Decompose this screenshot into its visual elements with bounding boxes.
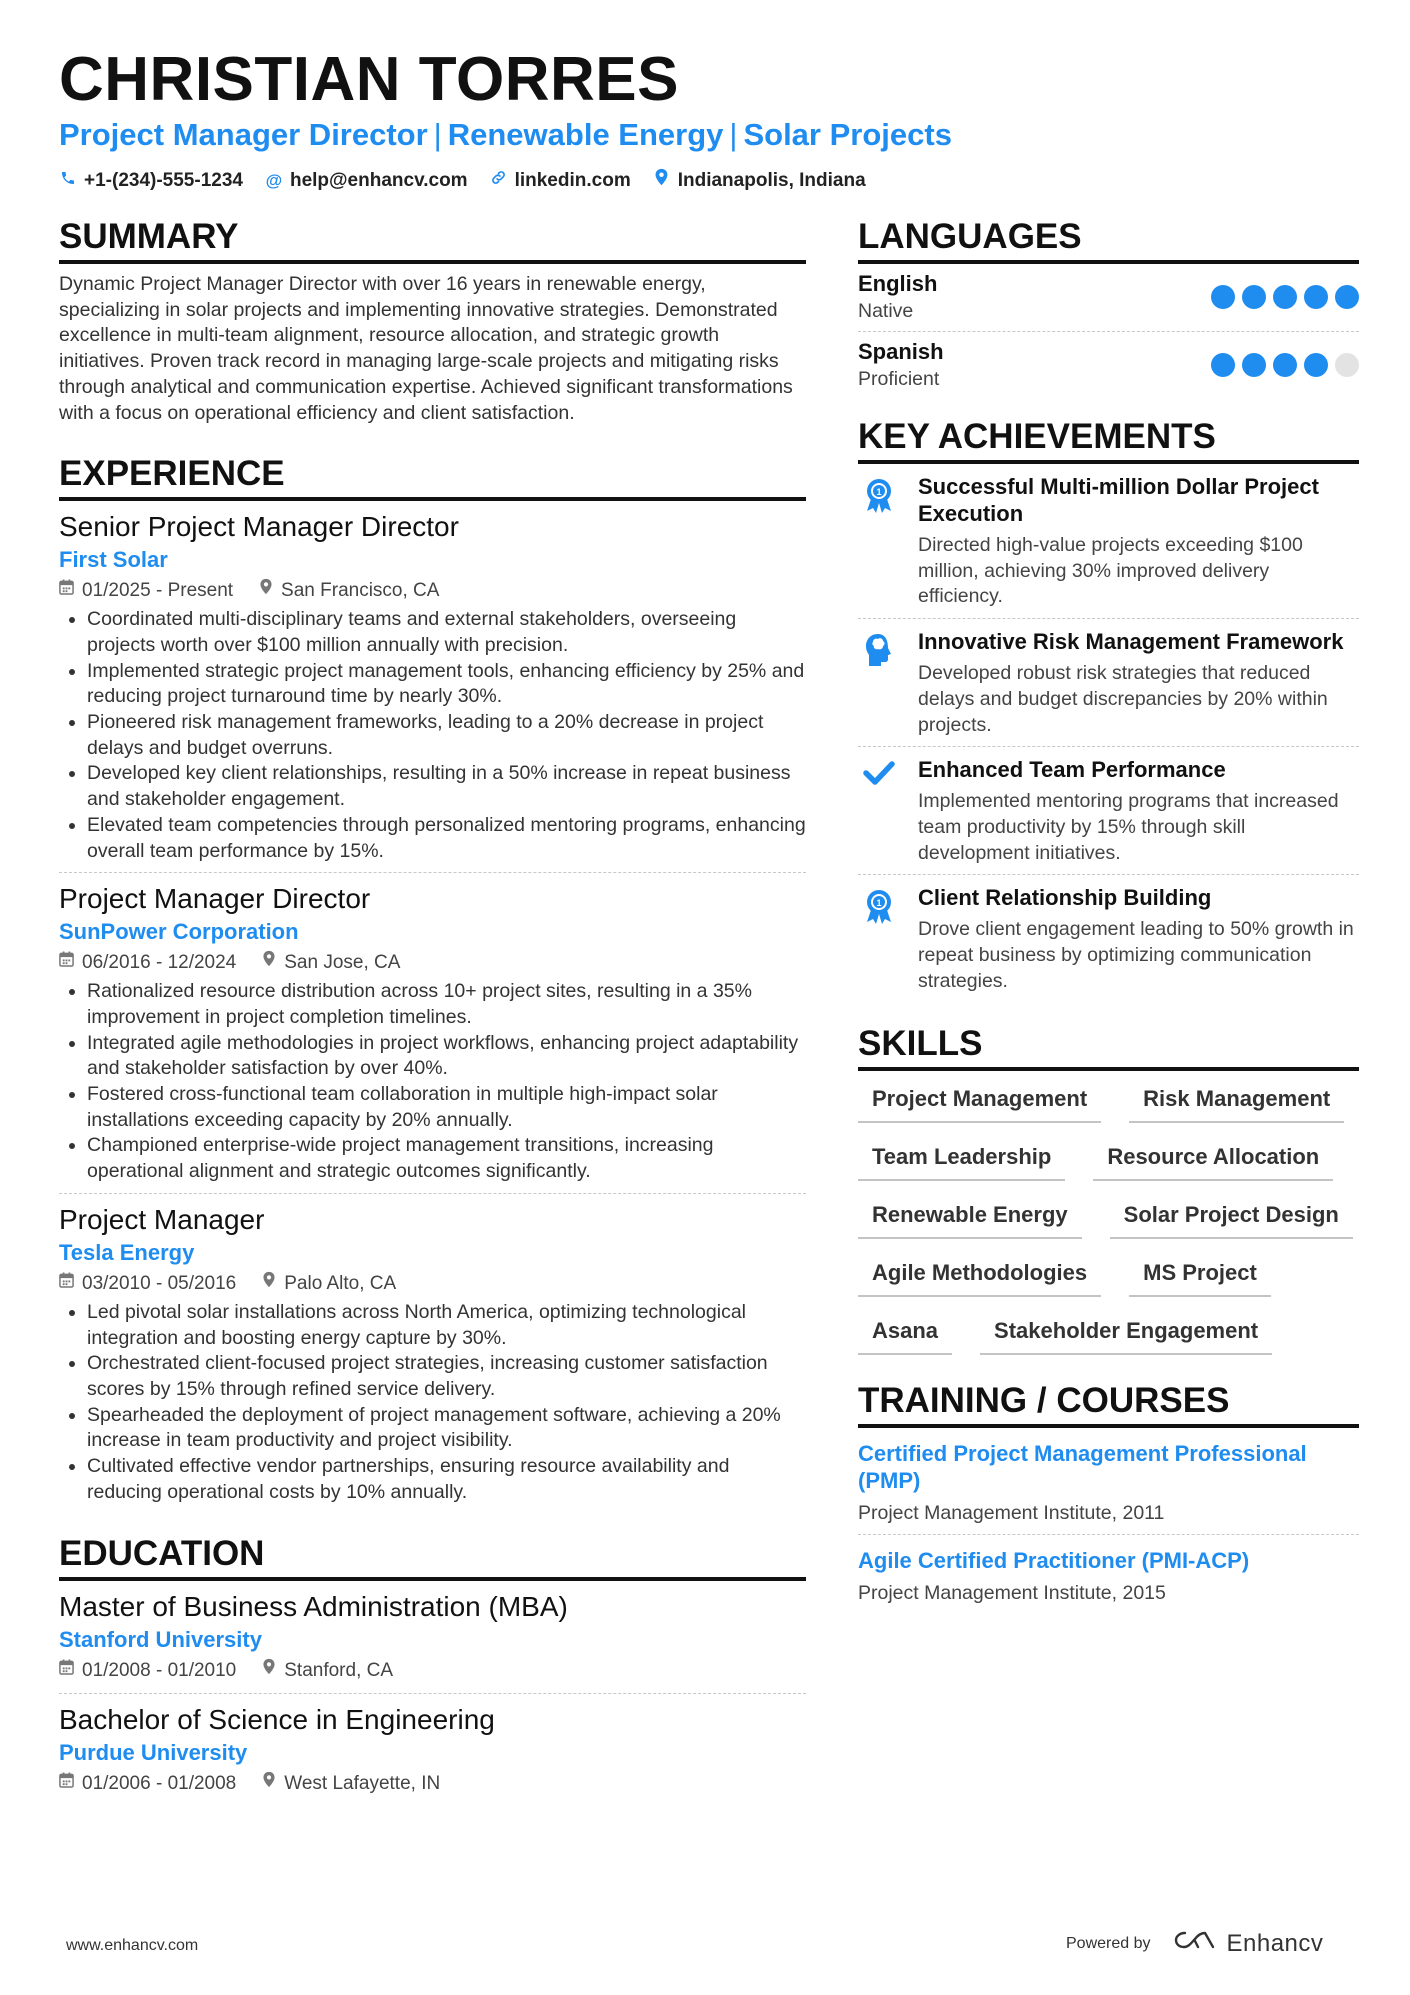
location-text: Indianapolis, Indiana	[677, 170, 866, 191]
course-meta: Project Management Institute, 2011	[858, 1502, 1165, 1525]
achievement-title: Enhanced Team Performance	[918, 757, 1226, 783]
rating-dot	[1304, 285, 1328, 309]
email-text: help@enhancv.com	[289, 170, 468, 191]
languages-heading: LANGUAGES	[858, 215, 1359, 264]
phone-icon	[59, 168, 77, 194]
skill-tag: Risk Management	[1129, 1085, 1344, 1123]
job-bullet: • Spearheaded the deployment of project management software, achieving a 20% increase in team productivity and project visibility.	[87, 1403, 806, 1454]
contact-email[interactable]	[265, 168, 468, 194]
job-entry	[59, 873, 806, 1194]
job-dates-text: 06/2016 - 12/2024	[82, 952, 237, 974]
calendar-icon	[59, 1270, 74, 1298]
job-bullet: • Coordinated multi-disciplinary teams and external stakeholders, overseeing projects worth over $100 million annually with precision.	[87, 607, 806, 658]
company-name: First Solar	[59, 547, 168, 573]
linkedin-text: linkedin.com	[514, 170, 631, 191]
job-meta	[59, 1270, 806, 1298]
experience-section	[59, 452, 806, 1513]
location-pin-icon	[653, 168, 671, 194]
job-bullet: • Fostered cross-functional team collaboration in multiple high-impact solar installations exceeding capacity by 20% annually.	[87, 1082, 806, 1133]
location-pin-icon	[262, 1657, 276, 1685]
rating-dot	[1211, 285, 1235, 309]
award-ribbon-icon	[858, 473, 900, 610]
language-name: Spanish	[858, 339, 944, 364]
achievements-heading: KEY ACHIEVEMENTS	[858, 415, 1359, 464]
education-heading: EDUCATION	[59, 1532, 806, 1581]
at-sign-icon: @	[265, 171, 283, 190]
job-title: Project Manager Director	[59, 883, 371, 915]
job-location-text: Palo Alto, CA	[284, 1272, 397, 1294]
svg-text:1: 1	[876, 487, 882, 497]
calendar-icon	[59, 949, 74, 977]
skill-tag: Solar Project Design	[1110, 1201, 1353, 1239]
brain-head-icon	[858, 628, 900, 738]
education-dates	[59, 1657, 236, 1685]
rating-dot	[1242, 353, 1266, 377]
job-dates-text: 03/2010 - 05/2016	[82, 1272, 237, 1294]
rating-dot	[1335, 353, 1359, 377]
company-name: SunPower Corporation	[59, 919, 299, 945]
job-bullet: • Pioneered risk management frameworks, leading to a 20% decrease in project delays and budget overruns.	[87, 710, 806, 761]
job-bullet: • Championed enterprise-wide project management transitions, increasing operational alignment and strategic outcomes significantly.	[87, 1133, 806, 1184]
job-bullet: • Developed key client relationships, resulting in a 50% increase in repeat business and stakeholder engagement.	[87, 761, 806, 812]
language-level: Native	[858, 300, 914, 322]
summary-heading: SUMMARY	[59, 215, 806, 264]
location-pin-icon	[259, 577, 273, 605]
skills-heading: SKILLS	[858, 1022, 1359, 1071]
achievement-item	[858, 875, 1359, 1002]
link-icon	[490, 168, 508, 194]
right-column	[858, 215, 1359, 1614]
headline	[59, 115, 952, 155]
job-bullets	[59, 979, 806, 1185]
achievements-section	[858, 415, 1359, 1002]
skills-list	[858, 1085, 1359, 1355]
course-title: Agile Certified Practitioner (PMI-ACP)	[858, 1548, 1250, 1574]
headline-role: Project Manager Director	[59, 117, 428, 152]
skills-section	[858, 1022, 1359, 1355]
job-title: Senior Project Manager Director	[59, 511, 459, 543]
job-dates	[59, 577, 233, 605]
education-dates-text: 01/2006 - 01/2008	[82, 1772, 237, 1794]
training-section	[858, 1379, 1359, 1614]
education-location	[262, 1770, 440, 1798]
powered-by-text: Powered by	[1066, 1934, 1151, 1952]
language-item	[858, 264, 1359, 332]
skill-tag: MS Project	[1129, 1259, 1271, 1297]
job-bullet: • Led pivotal solar installations across North America, optimizing technological integration and boosting energy capture by 30%.	[87, 1300, 806, 1351]
education-location	[262, 1657, 393, 1685]
course-item	[858, 1535, 1359, 1614]
achievement-desc: Drove client engagement leading to 50% growth in repeat business by optimizing communication strategies.	[918, 918, 1354, 992]
enhancv-logo-text: Enhancv	[1226, 1929, 1324, 1957]
education-dates-text: 01/2008 - 01/2010	[82, 1659, 237, 1681]
achievement-title: Client Relationship Building	[918, 885, 1212, 911]
education-meta	[59, 1657, 806, 1685]
footer-branding	[1066, 1929, 1323, 1958]
achievement-item	[858, 747, 1359, 875]
job-meta	[59, 949, 806, 977]
job-bullets	[59, 607, 806, 864]
experience-heading: EXPERIENCE	[59, 452, 806, 501]
enhancv-logo[interactable]	[1173, 1929, 1324, 1958]
education-meta	[59, 1770, 806, 1798]
contact-linkedin[interactable]	[490, 168, 631, 194]
rating-dot	[1273, 285, 1297, 309]
job-bullet: • Cultivated effective vendor partnerships, ensuring resource availability and reducing operational costs by 10% annually.	[87, 1454, 806, 1505]
skill-tag: Resource Allocation	[1093, 1143, 1333, 1181]
education-location-text: West Lafayette, IN	[284, 1772, 441, 1794]
contact-phone[interactable]	[59, 168, 243, 194]
enhancv-logo-icon	[1173, 1929, 1217, 1958]
achievement-desc: Implemented mentoring programs that increased team productivity by 15% through skill development initiatives.	[918, 790, 1339, 864]
achievement-item	[858, 464, 1359, 619]
course-meta: Project Management Institute, 2015	[858, 1582, 1166, 1605]
achievement-title: Successful Multi-million Dollar Project Execution	[918, 474, 1319, 526]
job-bullet: • Orchestrated client-focused project strategies, increasing customer satisfaction scores by 15% through refined service delivery.	[87, 1351, 806, 1402]
rating-dot	[1304, 353, 1328, 377]
achievement-item	[858, 619, 1359, 747]
summary-text: Dynamic Project Manager Director with over 16 years in renewable energy, specializing in solar projects and implementing innovative strategies. Demonstrated excellence in multi-team alignment, resource allocation, and strategic growth initiatives. Proven track record in managing large-scale projects and mitigating risks through analytical and communication expertise. Achieved significant transformations with a focus on operational efficiency and client satisfaction.	[59, 273, 793, 424]
phone-text: +1-(234)-555-1234	[84, 170, 243, 191]
headline-industry: Renewable Energy	[447, 117, 724, 152]
headline-separator: |	[433, 117, 442, 152]
checkmark-icon	[858, 756, 900, 866]
candidate-name: CHRISTIAN TORRES	[59, 45, 680, 114]
job-entry	[59, 1194, 806, 1514]
languages-section	[858, 215, 1359, 399]
calendar-icon	[59, 1657, 74, 1685]
course-title: Certified Project Management Professional (PMP)	[858, 1441, 1307, 1494]
calendar-icon	[59, 1770, 74, 1798]
education-entry	[59, 1581, 806, 1694]
education-section	[59, 1532, 806, 1806]
skill-tag: Agile Methodologies	[858, 1259, 1101, 1297]
course-item	[858, 1428, 1359, 1535]
job-dates	[59, 1270, 236, 1298]
school-name: Stanford University	[59, 1626, 262, 1652]
education-dates	[59, 1770, 236, 1798]
award-ribbon-icon	[858, 884, 900, 994]
language-name: English	[858, 271, 938, 296]
job-bullets	[59, 1300, 806, 1506]
rating-dot	[1242, 285, 1266, 309]
footer-website[interactable]: www.enhancv.com	[66, 1937, 199, 1954]
rating-dot	[1335, 285, 1359, 309]
language-rating	[1211, 353, 1359, 377]
left-column	[59, 215, 806, 1806]
job-location	[262, 1270, 396, 1298]
job-bullet: • Elevated team competencies through personalized mentoring programs, enhancing overall team performance by 15%.	[87, 813, 806, 864]
skill-tag: Renewable Energy	[858, 1201, 1082, 1239]
location-pin-icon	[262, 1270, 276, 1298]
skill-tag: Team Leadership	[858, 1143, 1065, 1181]
svg-text:1: 1	[876, 898, 882, 909]
education-location-text: Stanford, CA	[284, 1659, 394, 1681]
achievement-desc: Developed robust risk strategies that reduced delays and budget discrepancies by 20% within projects.	[918, 662, 1328, 736]
language-level: Proficient	[858, 368, 940, 390]
job-meta	[59, 577, 806, 605]
location-pin-icon	[262, 1770, 276, 1798]
job-dates	[59, 949, 236, 977]
contact-location	[653, 168, 866, 194]
skill-tag: Project Management	[858, 1085, 1101, 1123]
job-entry	[59, 501, 806, 873]
job-location	[262, 949, 400, 977]
job-bullet: • Implemented strategic project management tools, enhancing efficiency by 25% and reducing project turnaround time by nearly 30%.	[87, 659, 806, 710]
job-title: Project Manager	[59, 1203, 265, 1235]
contact-bar	[59, 168, 866, 194]
location-pin-icon	[262, 949, 276, 977]
skill-tag: Asana	[858, 1317, 952, 1355]
headline-separator: |	[729, 117, 738, 152]
job-bullet: • Integrated agile methodologies in project workflows, enhancing project adaptability and stakeholder satisfaction by over 40%.	[87, 1031, 806, 1082]
job-location-text: San Jose, CA	[284, 952, 401, 974]
job-bullet: • Rationalized resource distribution across 10+ project sites, resulting in a 35% improvement in project completion timelines.	[87, 979, 806, 1030]
skill-tag: Stakeholder Engagement	[980, 1317, 1272, 1355]
company-name: Tesla Energy	[59, 1239, 195, 1265]
headline-focus: Solar Projects	[743, 117, 952, 152]
language-item	[858, 332, 1359, 399]
education-entry	[59, 1694, 806, 1806]
degree-title: Bachelor of Science in Engineering	[59, 1703, 495, 1735]
rating-dot	[1211, 353, 1235, 377]
achievement-title: Innovative Risk Management Framework	[918, 629, 1344, 655]
job-location-text: San Francisco, CA	[281, 580, 440, 602]
rating-dot	[1273, 353, 1297, 377]
summary-section	[59, 215, 806, 426]
job-location	[259, 577, 439, 605]
training-heading: TRAINING / COURSES	[858, 1379, 1359, 1428]
calendar-icon	[59, 577, 74, 605]
language-rating	[1211, 285, 1359, 309]
degree-title: Master of Business Administration (MBA)	[59, 1590, 568, 1622]
achievement-desc: Directed high-value projects exceeding $100 million, achieving 30% improved delivery efficiency.	[918, 534, 1303, 608]
school-name: Purdue University	[59, 1739, 248, 1765]
job-dates-text: 01/2025 - Present	[82, 580, 234, 602]
